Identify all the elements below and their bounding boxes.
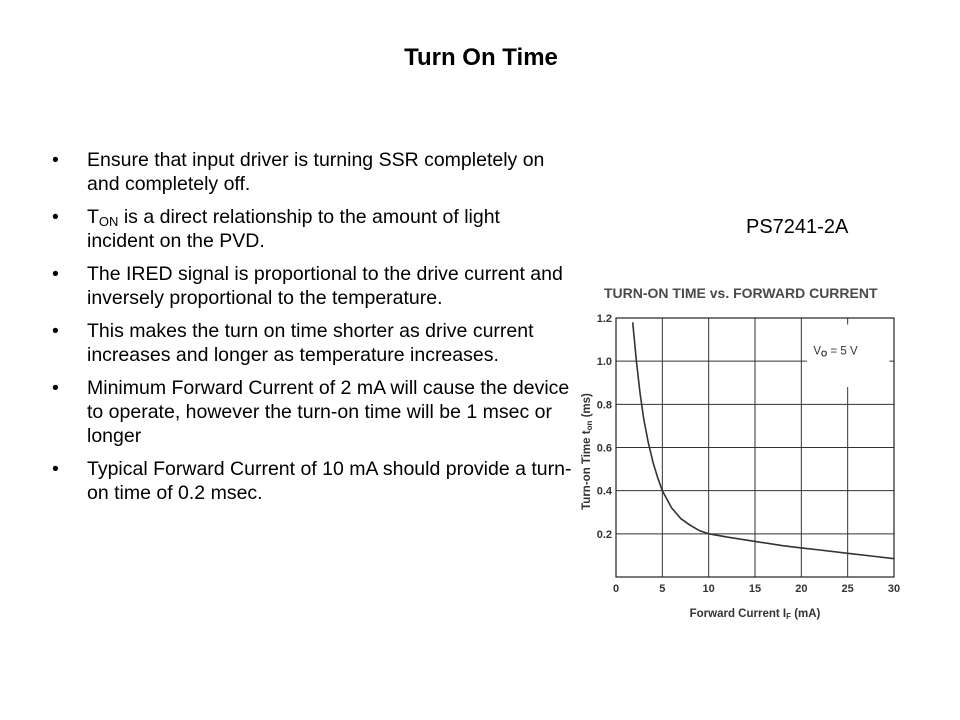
bullet-dot: • — [52, 458, 59, 480]
y-tick-label: 1.0 — [596, 356, 612, 369]
bullet-text: is a direct relationship to the amount of light incident on the PVD. — [87, 206, 500, 252]
bullet-item — [52, 376, 572, 448]
bullet-dot: • — [52, 206, 59, 228]
condition-annotation — [813, 345, 858, 358]
x-tick-label: 0 — [612, 583, 620, 595]
x-tick-label: 15 — [748, 583, 762, 595]
x-tick-label: 25 — [841, 583, 854, 595]
y-axis-label-main: Turn-on Time — [581, 434, 593, 510]
y-tick-label: 0.8 — [596, 399, 612, 412]
bullet-dot: • — [52, 320, 59, 342]
x-axis-label-unit: (mA) — [791, 608, 821, 620]
bullet-item — [52, 319, 572, 367]
chart-title: TURN-ON TIME vs. FORWARD CURRENT — [604, 285, 878, 301]
y-axis-label-subscript: on — [585, 420, 594, 431]
x-axis-label-subscript: F — [786, 612, 791, 621]
x-tick-label: 10 — [702, 583, 715, 595]
annotation-subscript: O — [821, 349, 828, 359]
bullet-item — [52, 457, 572, 505]
part-number-label: PS7241-2A — [746, 216, 849, 238]
bullet-dot: • — [52, 149, 59, 171]
bullet-subscript: ON — [98, 214, 119, 229]
bullet-dot: • — [52, 377, 59, 399]
bullet-item — [52, 262, 572, 310]
x-tick-label: 20 — [795, 583, 808, 595]
annotation-value: = 5 V — [827, 345, 858, 358]
bullet-text: Typical Forward Current of 10 mA should provide a turn-on time of 0.2 msec. — [87, 458, 572, 504]
bullet-list — [52, 148, 572, 514]
bullet-text: The IRED signal is proportional to the drive current and inversely proportional to the temperature. — [87, 263, 563, 309]
y-tick-label: 0.6 — [596, 442, 612, 455]
y-axis-label — [581, 393, 594, 510]
bullet-dot: • — [52, 263, 59, 285]
bullet-text: This makes the turn on time shorter as drive current increases and longer as temperature increases. — [87, 320, 534, 366]
x-tick-label: 5 — [659, 583, 666, 595]
turn-on-time-chart — [570, 276, 920, 636]
y-tick-label: 0.4 — [596, 485, 612, 498]
bullet-item — [52, 148, 572, 196]
annotation-symbol: V — [813, 345, 822, 358]
x-axis-label-symbol: I — [782, 608, 787, 620]
bullet-item — [52, 205, 572, 253]
y-axis-label-symbol: t — [581, 430, 593, 435]
y-tick-label: 1.2 — [596, 313, 612, 325]
bullet-text: Ensure that input driver is turning SSR completely on and completely off. — [87, 149, 545, 195]
slide-title: Turn On Time — [404, 44, 558, 71]
y-tick-label: 0.2 — [596, 528, 612, 541]
bullet-text: Minimum Forward Current of 2 mA will cause the device to operate, however the turn-on time will be 1 msec or longer — [87, 377, 570, 447]
x-axis-label — [690, 608, 821, 621]
y-axis-label-unit: (ms) — [581, 393, 593, 421]
bullet-prefix: T — [87, 206, 99, 228]
x-axis-label-main: Forward Current — [689, 608, 783, 620]
x-tick-label: 30 — [887, 583, 901, 595]
